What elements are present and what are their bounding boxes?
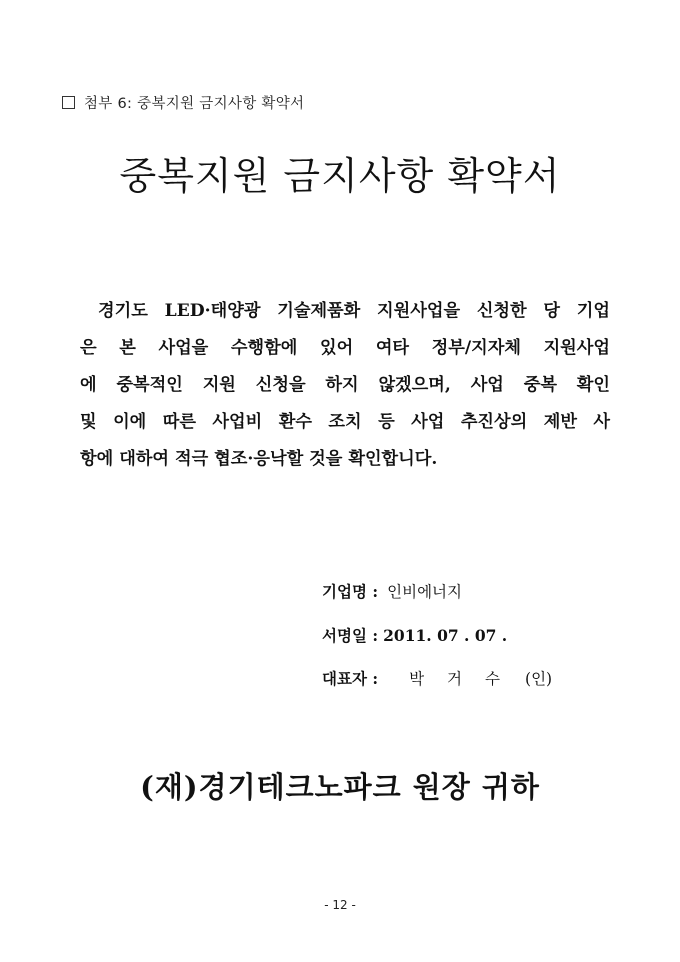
seal-mark: (인) [525,670,553,688]
company-row [322,580,462,602]
representative-row [322,667,552,689]
sign-date-row [322,624,507,646]
attachment-label: 첨부 6: 중복지원 금지사항 확약서 [84,96,305,112]
company-label: 기업명 : [322,582,379,601]
body-line: 경기도 LED·태양광 기술제품화 지원사업을 신청한 당 기업 [98,301,610,321]
company-value: 인비에너지 [387,583,463,601]
addressee: (재)경기테크노파크 원장 귀하 [140,770,540,804]
body-line: 항에 대하여 적극 협조·응낙할 것을 확인합니다. [80,449,438,469]
document-title: 중복지원 금지사항 확약서 [119,154,561,198]
pledge-body [80,293,610,478]
checkbox-square-icon [62,96,75,109]
attachment-header [62,92,304,113]
page-number: - 12 - [324,898,356,912]
sign-date-label: 서명일 : [322,626,379,645]
sign-date-value: 2011. 07 . 07 . [383,626,508,645]
body-line: 및 이에 따른 사업비 환수 조치 등 사업 추진상의 제반 사 [80,412,610,432]
representative-label: 대표자 : [322,669,379,688]
body-line: 은 본 사업을 수행함에 있어 여타 정부/지자체 지원사업 [80,338,610,358]
body-line: 에 중복적인 지원 신청을 하지 않겠으며, 사업 중복 확인 [80,375,610,395]
representative-name: 박 거 수 [409,670,500,688]
